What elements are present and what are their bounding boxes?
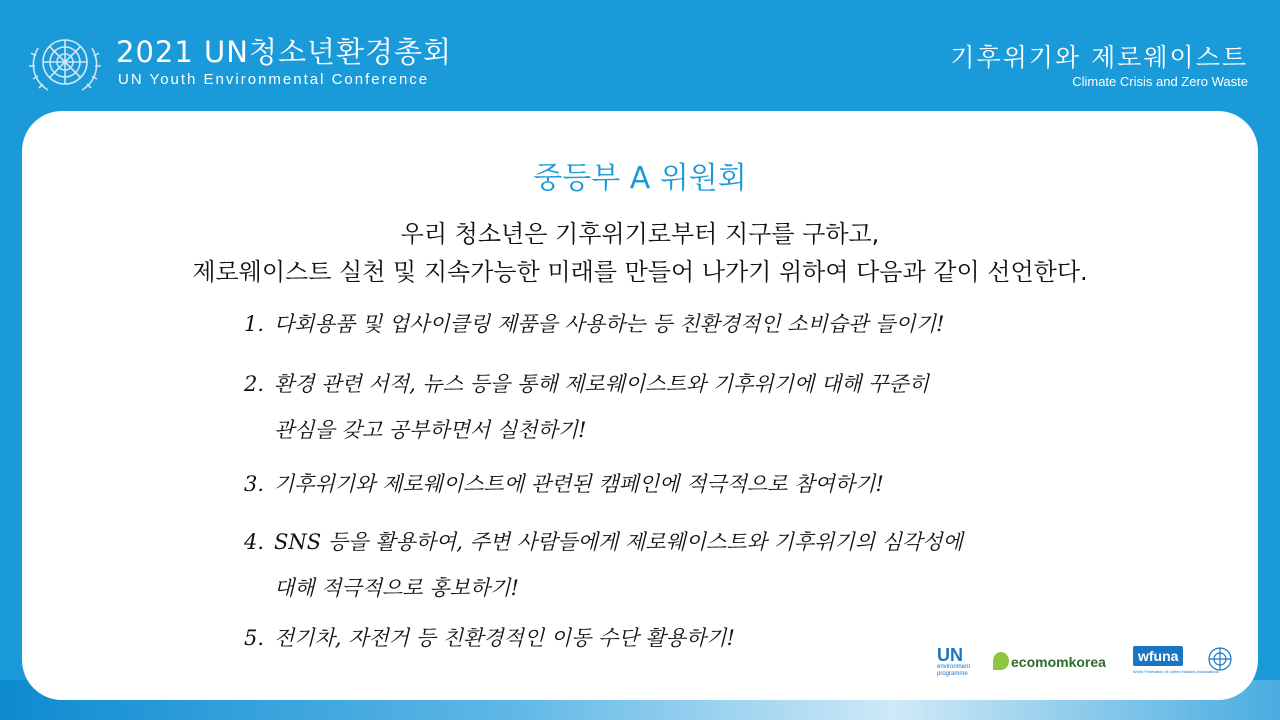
unep-line: programme bbox=[937, 671, 968, 677]
unep-line: environment bbox=[937, 664, 971, 670]
pledge-number: 4. bbox=[244, 530, 265, 554]
committee-title: 중등부 A 위원회 bbox=[533, 161, 747, 196]
declaration-card bbox=[22, 111, 1258, 700]
leaf-icon bbox=[993, 652, 1009, 670]
wfuna-logo bbox=[1133, 646, 1237, 674]
pledge-item bbox=[244, 308, 944, 338]
wfuna-fullname: World Federation of United Nations Associations bbox=[1133, 669, 1219, 674]
un-emblem-icon bbox=[26, 28, 104, 96]
pledge-number: 5. bbox=[244, 626, 265, 650]
declaration-text bbox=[22, 215, 1258, 291]
pledge-text: 다회용품 및 업사이클링 제품을 사용하는 등 친환경적인 소비습관 들이기! bbox=[274, 312, 945, 336]
pledge-number: 2. bbox=[244, 372, 265, 396]
pledge-text: 기후위기와 제로웨이스트에 관련된 캠페인에 적극적으로 참여하기! bbox=[274, 472, 884, 496]
pledge-text: SNS 등을 활용하여, 주변 사람들에게 제로웨이스트와 기후위기의 심각성에 bbox=[274, 530, 963, 554]
ecomomkorea-logo bbox=[993, 652, 1106, 670]
pledge-item bbox=[244, 622, 735, 652]
pledge-item bbox=[244, 468, 884, 498]
un-globe-icon bbox=[1207, 646, 1233, 672]
sponsor-logos bbox=[937, 642, 1237, 682]
pledge-text-continued: 대해 적극적으로 홍보하기! bbox=[274, 576, 519, 600]
pledge-text: 전기차, 자전거 등 친환경적인 이동 수단 활용하기! bbox=[274, 626, 735, 650]
declaration-line: 제로웨이스트 실천 및 지속가능한 미래를 만들어 나가기 위하여 다음과 같이 선언한다. bbox=[192, 258, 1088, 286]
wfuna-mark: wfuna bbox=[1133, 646, 1183, 666]
theme-title: 기후위기와 제로웨이스트 bbox=[950, 43, 1248, 72]
unep-logo bbox=[937, 646, 989, 678]
conference-subtitle: UN Youth Environmental Conference bbox=[118, 71, 430, 88]
declaration-line: 우리 청소년은 기후위기로부터 지구를 구하고, bbox=[400, 220, 880, 248]
pledge-text: 환경 관련 서적, 뉴스 등을 통해 제로웨이스트와 기후위기에 대해 꾸준히 bbox=[274, 372, 930, 396]
pledge-number: 3. bbox=[244, 472, 265, 496]
unep-mark: UN bbox=[937, 645, 963, 665]
pledge-text-continued: 관심을 갖고 공부하면서 실천하기! bbox=[274, 418, 587, 442]
ecomom-text: ecomomkorea bbox=[1011, 654, 1106, 670]
pledge-item bbox=[244, 526, 963, 602]
conference-title: 2021 UN청소년환경총회 bbox=[116, 35, 453, 69]
pledge-number: 1. bbox=[244, 312, 265, 336]
theme-subtitle: Climate Crisis and Zero Waste bbox=[1072, 74, 1248, 89]
pledge-item bbox=[244, 368, 929, 444]
